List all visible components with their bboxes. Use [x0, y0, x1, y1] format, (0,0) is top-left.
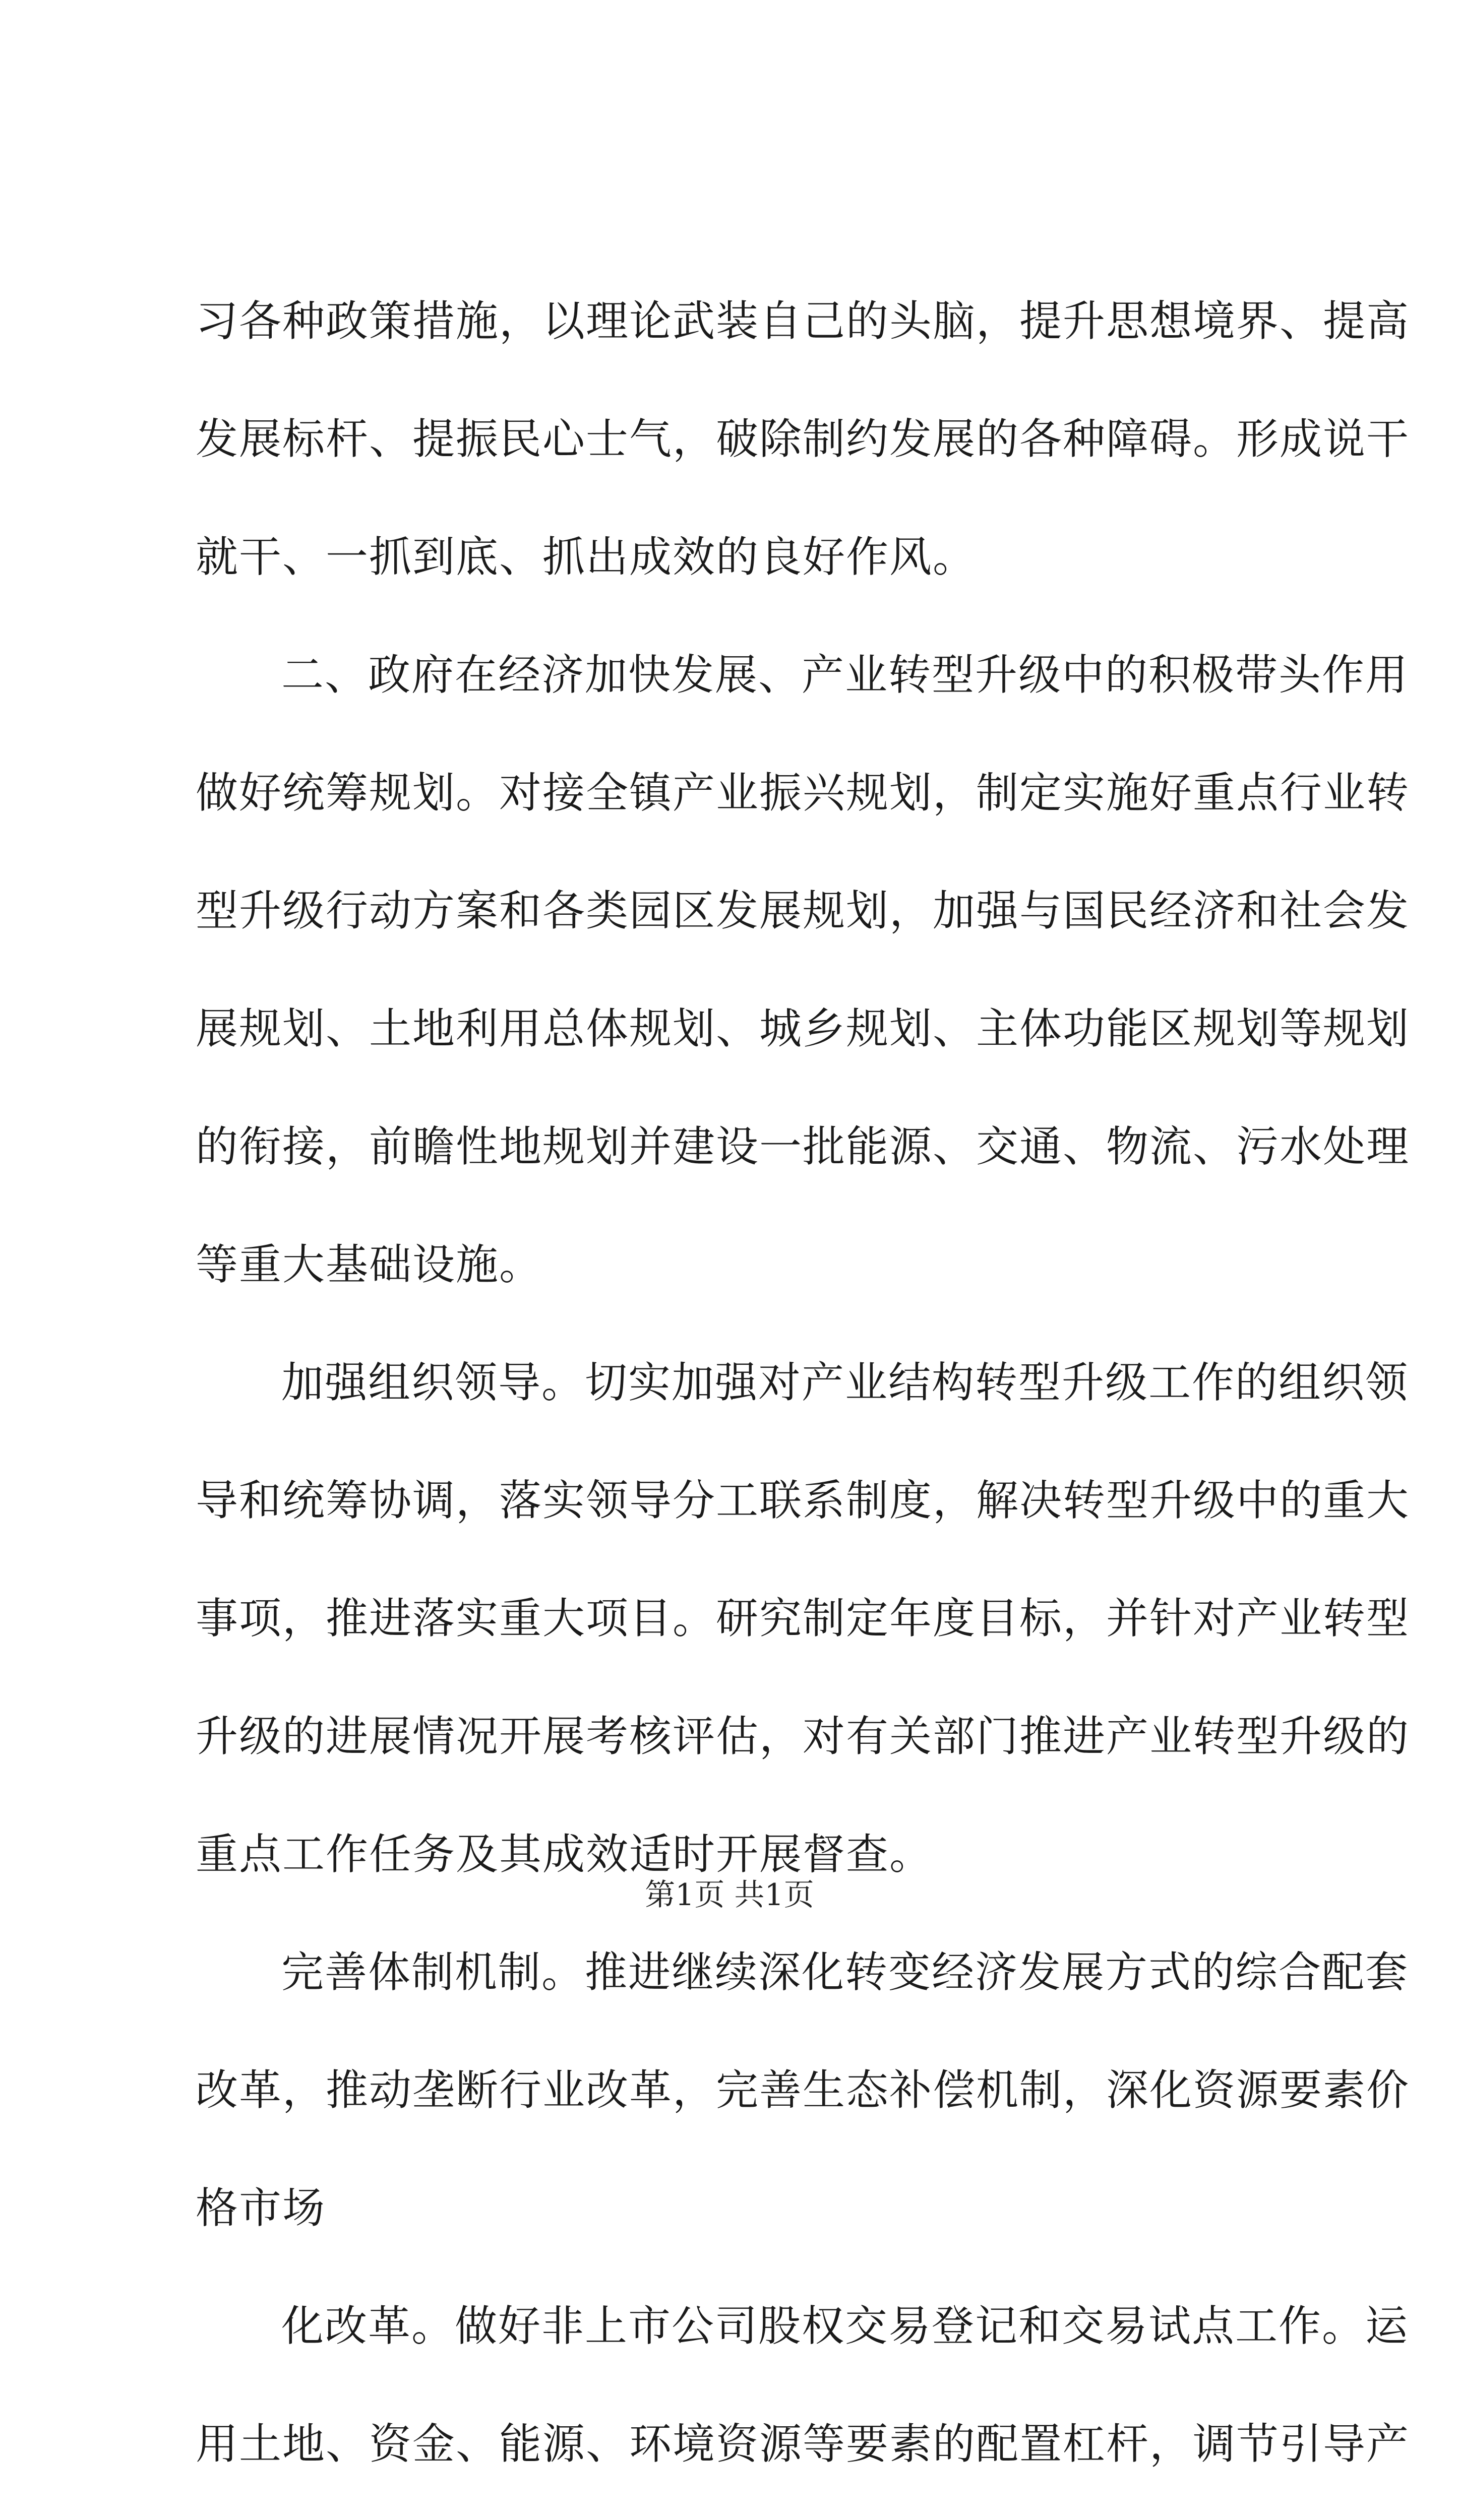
paragraph-start: 加强组织领导。切实加强对产业结构转型升级工作的组织领 [281, 1358, 1409, 1407]
paragraph-heading: 二、政府在经济加快发展、产业转型升级中的积极带头作用 [281, 650, 1409, 700]
text-line: 格市场 [196, 2183, 326, 2233]
text-line: 事项，推进落实重大项目。研究制定年度目标，并针对产业转型 [196, 1594, 1410, 1643]
text-line: 重点工作任务及其成效适时开展督查。 [196, 1830, 933, 1879]
text-line: 改革，推动垄断行业改革，完善生态补偿机制，深化资源要素价 [196, 2065, 1410, 2115]
text-line: 升级的进展情况开展考核评估，对有关部门推进产业转型升级的 [196, 1712, 1410, 1761]
document-body [196, 262, 1410, 2520]
paragraph-start: 完善体制机制。推进继续深化转变经济发展方式的综合配套 [281, 1947, 1409, 1997]
text-line: 做好统筹规划。对接全镇产业振兴规划，制定实施好重点行业转 [196, 768, 1410, 817]
paragraph-start: 化改革。做好非上市公司股权交易登记和交易试点工作。运 [281, 2301, 1409, 2351]
text-line: 习各种政策措施，以理论武装自己的头脑，提升思想境界、提高 [196, 296, 1410, 346]
text-line: 展规划、土地利用总体规划、城乡规划、主体功能区规划等规划 [196, 1004, 1410, 1053]
text-line: 的衔接，前瞻性地规划并建设一批能源、交通、物流、污水处理 [196, 1122, 1410, 1171]
text-line: 导和统筹协调，落实领导分工联系制度，解决转型升级中的重大 [196, 1476, 1410, 1525]
page-footer: 第1页 共1页 [645, 1877, 814, 1913]
text-line: 等重大基础设施。 [196, 1240, 543, 1289]
text-line: 就干、一抓到底、抓出成效的良好作风。 [196, 532, 977, 582]
text-line: 用土地、资金、能源、环境资源等要素的配置杠杆，调节引导产 [196, 2419, 1410, 2469]
text-line [196, 2503, 1280, 2520]
text-line: 发展标杆、提振民心士气，破除制约发展的各种障碍。形成说干 [196, 414, 1410, 464]
text-line: 型升级行动方案和各类园区发展规划，加强与国民经济和社会发 [196, 886, 1410, 935]
